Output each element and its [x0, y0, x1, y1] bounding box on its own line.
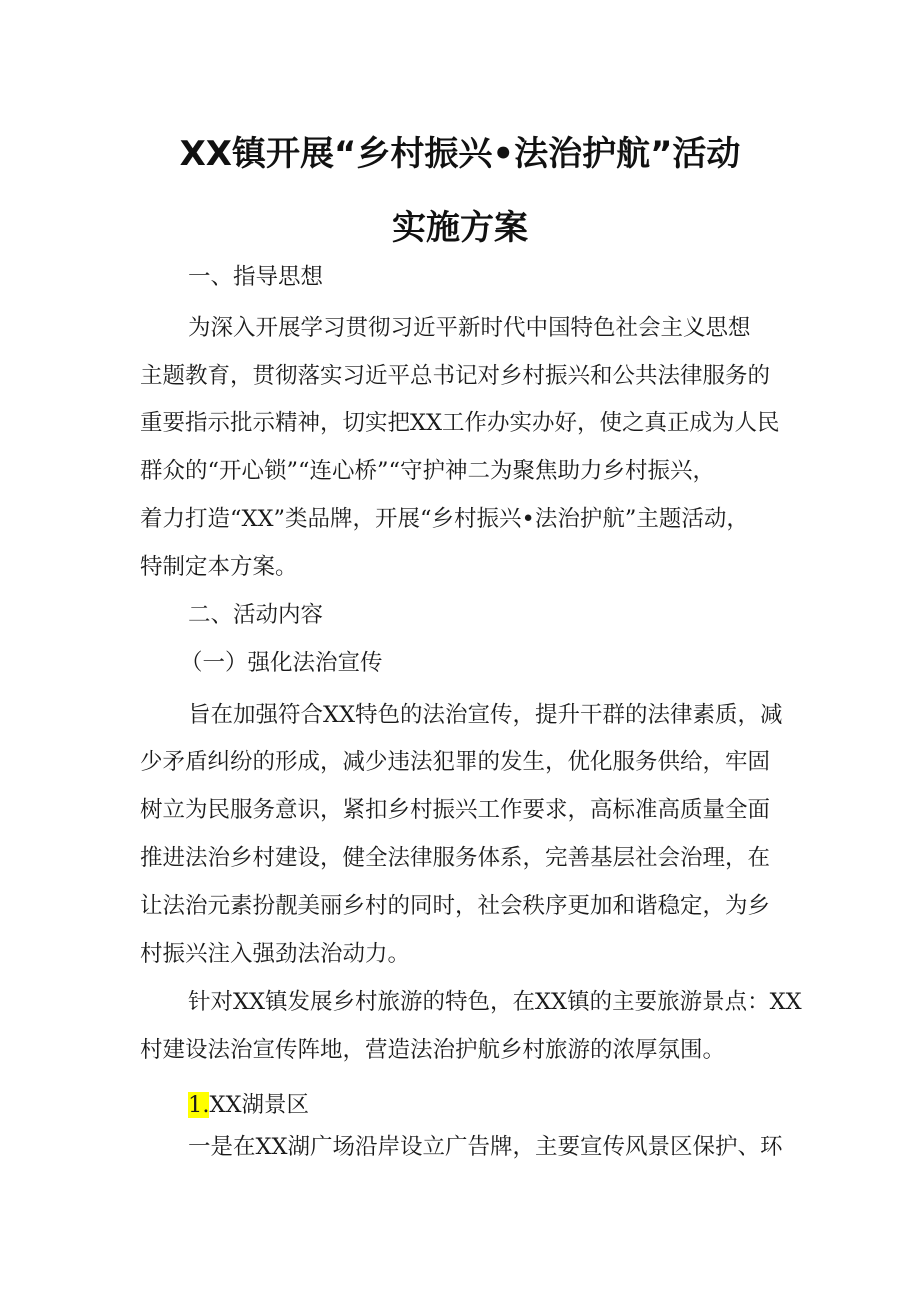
- list-item-heading: [188, 1090, 309, 1120]
- item-number-highlight: 1.: [188, 1092, 210, 1118]
- paragraph-line: 少矛盾纠纷的形成，减少违法犯罪的发生，优化服务供给，牢固: [140, 749, 771, 775]
- paragraph-line: 着力打造“XX”类品牌，开展“乡村振兴•法治护航”主题活动，: [140, 506, 749, 532]
- paragraph-line: 旨在加强符合XX特色的法治宣传，提升干群的法律素质，减: [188, 702, 783, 728]
- paragraph-line: 树立为民服务意识，紧扣乡村振兴工作要求，高标准高质量全面: [140, 797, 771, 823]
- section-heading-1: 一、指导思想: [188, 264, 324, 290]
- paragraph-line: 推进法治乡村建设，健全法律服务体系，完善基层社会治理，在: [140, 845, 771, 871]
- paragraph-line: 针对XX镇发展乡村旅游的特色，在XX镇的主要旅游景点：XX: [188, 989, 802, 1015]
- paragraph-line: 让法治元素扮靓美丽乡村的同时，社会秩序更加和谐稳定，为乡: [140, 893, 771, 919]
- paragraph-line: 一是在XX湖广场沿岸设立广告牌，主要宣传风景区保护、环: [188, 1134, 783, 1160]
- subsection-heading: （一）强化法治宣传: [180, 650, 383, 676]
- list-item-label: XX湖景区: [209, 1092, 310, 1118]
- paragraph-line: 群众的“开心锁”“连心桥”“守护神二为聚焦助力乡村振兴，: [140, 458, 716, 484]
- paragraph-line: 主题教育，贯彻落实习近平总书记对乡村振兴和公共法律服务的: [140, 363, 771, 389]
- paragraph-line: 重要指示批示精神，切实把XX工作办实办好，使之真正成为人民: [140, 410, 780, 436]
- paragraph-line: 特制定本方案。: [140, 554, 298, 580]
- document-title-line-1: XX镇开展“乡村振兴•法治护航”活动: [179, 134, 741, 174]
- paragraph-line: 村建设法治宣传阵地，营造法治护航乡村旅游的浓厚氛围。: [140, 1037, 726, 1063]
- paragraph-line: 村振兴注入强劲法治动力。: [140, 941, 411, 967]
- section-heading-2: 二、活动内容: [188, 602, 324, 628]
- document-title-line-2: 实施方案: [392, 208, 528, 248]
- paragraph-line: 为深入开展学习贯彻习近平新时代中国特色社会主义思想: [188, 315, 751, 341]
